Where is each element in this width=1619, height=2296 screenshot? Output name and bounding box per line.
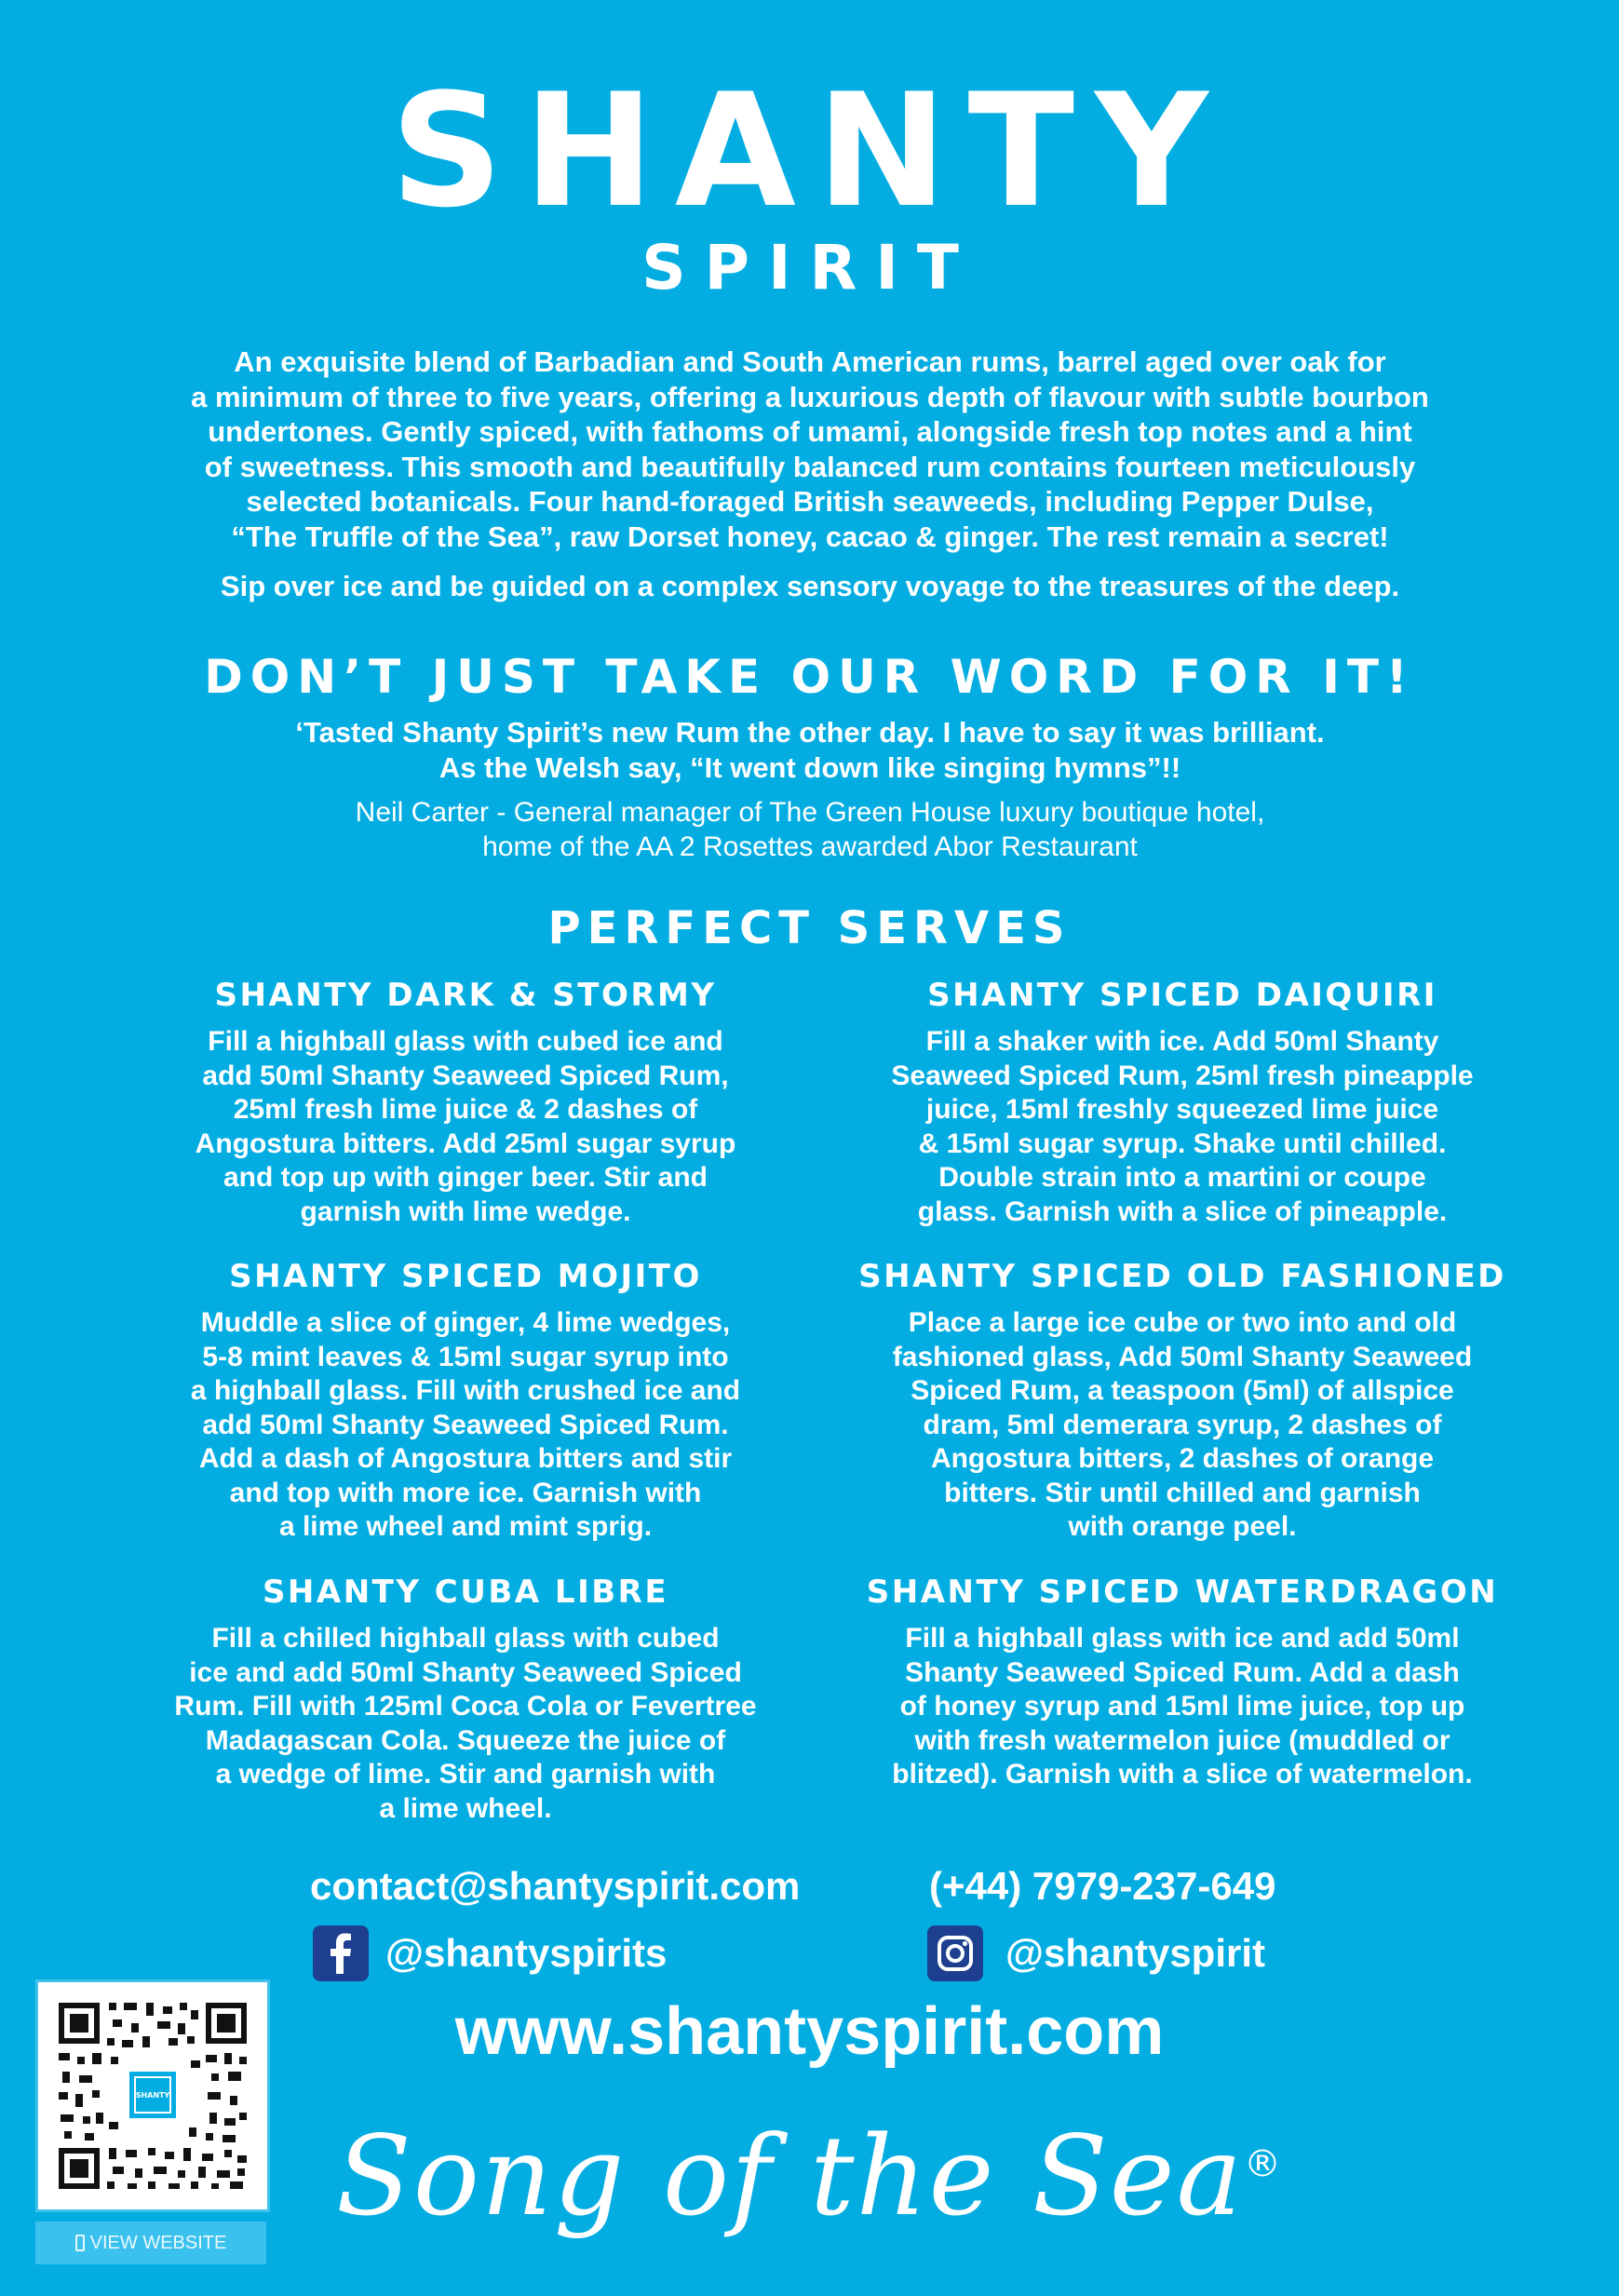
testimonial-heading: DON’T JUST TAKE OUR WORD FOR IT! (204, 650, 1415, 704)
quote-line: ‘Tasted Shanty Spirit’s new Rum the other day. I have to say it was brilliant. (295, 716, 1325, 749)
serve-title: SHANTY SPICED OLD FASHIONED (858, 1258, 1506, 1295)
recipe-line: Fill a highball glass with ice and add 50ml (905, 1623, 1460, 1654)
intro-line: selected botanicals. Four hand-foraged British seaweeds, including Pepper Dulse, (246, 485, 1374, 518)
instagram-icon[interactable] (927, 1925, 983, 1981)
mobile-phone-icon (75, 2235, 85, 2251)
serve-recipe (84, 1622, 847, 1826)
recipe-line: Rum. Fill with 125ml Coca Cola or Fevertree (174, 1691, 757, 1722)
quote-line: As the Welsh say, “It went down like singing hymns”!! (438, 751, 1181, 784)
registered-mark: ® (1243, 2142, 1283, 2186)
recipe-line: 25ml fresh lime juice & 2 dashes of (233, 1094, 698, 1125)
intro-line: “The Truffle of the Sea”, raw Dorset honey, cacao & ginger. The rest remain a secret! (231, 520, 1389, 553)
recipe-line: bitters. Stir until chilled and garnish (944, 1477, 1421, 1508)
recipe-line: dram, 5ml demerara syrup, 2 dashes of (923, 1409, 1442, 1440)
recipe-line: Seaweed Spiced Rum, 25ml fresh pineapple (891, 1060, 1474, 1091)
recipe-line: Angostura bitters. Add 25ml sugar syrup (195, 1128, 736, 1159)
recipe-line: Muddle a slice of ginger, 4 lime wedges, (200, 1307, 731, 1338)
recipe-line: and top up with ginger beer. Stir and (223, 1162, 708, 1193)
sip-line: Sip over ice and be guided on a complex sensory voyage to the treasures of the deep. (220, 570, 1400, 602)
recipe-line: juice, 15ml freshly squeezed lime juice (925, 1094, 1439, 1125)
contact-email[interactable]: contact@shantyspirit.com (310, 1864, 801, 1908)
attribution-line: home of the AA 2 Rosettes awarded Abor Restaurant (482, 831, 1138, 862)
intro-paragraph (84, 344, 1536, 554)
serve-recipe (84, 1306, 847, 1545)
instagram-handle[interactable]: @shantyspirit (1005, 1931, 1266, 1975)
qr-code[interactable] (35, 1979, 270, 2212)
serve-title: SHANTY SPICED WATERDRAGON (866, 1573, 1499, 1611)
intro-line: An exquisite blend of Barbadian and South American rums, barrel aged over oak for (234, 345, 1386, 378)
tagline-text: Song of the Sea (336, 2112, 1244, 2240)
recipe-line: of honey syrup and 15ml lime juice, top up (899, 1691, 1465, 1722)
serve-card (801, 979, 1564, 1229)
contact-phone[interactable]: (+44) 7979-237-649 (929, 1864, 1276, 1908)
recipe-line: Fill a highball glass with cubed ice and (208, 1026, 723, 1057)
serve-recipe (801, 1622, 1564, 1792)
recipe-line: blitzed). Garnish with a slice of watermelon. (892, 1759, 1473, 1790)
recipe-line: add 50ml Shanty Seaweed Spiced Rum, (202, 1060, 729, 1091)
recipe-line: Shanty Seaweed Spiced Rum. Add a dash (905, 1656, 1460, 1688)
recipe-line: Madagascan Cola. Squeeze the juice of (205, 1724, 726, 1756)
view-website-button[interactable] (35, 2222, 266, 2264)
intro-line: undertones. Gently spiced, with fathoms of umami, alongside fresh top notes and a hint (208, 415, 1412, 448)
recipe-line: ice and add 50ml Shanty Seaweed Spiced (189, 1656, 742, 1688)
recipe-line: glass. Garnish with a slice of pineapple. (917, 1195, 1448, 1227)
recipe-line: a wedge of lime. Stir and garnish with (215, 1759, 716, 1790)
serve-card (84, 1573, 847, 1826)
qr-center-label: SHANTY (135, 2091, 170, 2100)
recipe-line: garnish with lime wedge. (300, 1195, 631, 1227)
recipe-line: a lime wheel and mint sprig. (278, 1511, 653, 1542)
recipe-line: Add a dash of Angostura bitters and stir (198, 1443, 733, 1474)
serve-title: SHANTY CUBA LIBRE (262, 1573, 669, 1611)
intro-line: a minimum of three to five years, offering a luxurious depth of flavour with subtle bourbon (191, 380, 1429, 413)
serve-title: SHANTY SPICED DAIQUIRI (927, 977, 1437, 1014)
attribution-line: Neil Carter - General manager of The Green House luxury boutique hotel, (355, 797, 1265, 828)
recipe-line: Fill a chilled highball glass with cubed (211, 1623, 720, 1654)
facebook-handle[interactable]: @shantyspirits (385, 1931, 668, 1975)
recipe-line: Place a large ice cube or two into and old (908, 1307, 1457, 1338)
serve-card (801, 1573, 1564, 1792)
recipe-line: with fresh watermelon juice (muddled or (914, 1724, 1450, 1756)
recipe-line: a highball glass. Fill with crushed ice and (190, 1375, 741, 1406)
recipe-line: 5-8 mint leaves & 15ml sugar syrup into (202, 1341, 729, 1372)
brand-subtitle: SPIRIT (641, 232, 978, 304)
serve-recipe (84, 1025, 847, 1229)
serve-recipe (801, 1025, 1564, 1229)
website-url[interactable]: www.shantyspirit.com (454, 1994, 1165, 2069)
recipe-line: Spiced Rum, a teaspoon (5ml) of allspice (911, 1375, 1454, 1406)
recipe-line: with orange peel. (1068, 1511, 1297, 1542)
view-website-label: VIEW WEBSITE (89, 2233, 227, 2253)
recipe-line: fashioned glass, Add 50ml Shanty Seaweed (892, 1341, 1473, 1372)
serve-recipe (801, 1306, 1564, 1545)
testimonial-attribution (84, 795, 1536, 864)
recipe-line: and top with more ice. Garnish with (229, 1477, 702, 1508)
testimonial-quote (84, 715, 1536, 786)
recipe-line: Double strain into a martini or coupe (938, 1162, 1426, 1193)
recipe-line: add 50ml Shanty Seaweed Spiced Rum. (202, 1409, 729, 1440)
recipe-line: Angostura bitters, 2 dashes of orange (930, 1443, 1435, 1474)
intro-line: of sweetness. This smooth and beautifully balanced rum contains fourteen meticulously (204, 450, 1416, 483)
serve-title: SHANTY SPICED MOJITO (229, 1258, 702, 1295)
recipe-line: Fill a shaker with ice. Add 50ml Shanty (925, 1026, 1439, 1057)
recipe-line: a lime wheel. (379, 1792, 552, 1824)
facebook-icon[interactable] (313, 1925, 369, 1981)
recipe-line: & 15ml sugar syrup. Shake until chilled. (918, 1128, 1447, 1159)
serve-card (84, 979, 847, 1229)
serve-card (801, 1258, 1564, 1545)
serves-heading: PERFECT SERVES (547, 902, 1072, 954)
serve-card (84, 1258, 847, 1545)
serve-title: SHANTY DARK & STORMY (214, 977, 717, 1014)
brand-logo: SHANTY (390, 60, 1229, 242)
